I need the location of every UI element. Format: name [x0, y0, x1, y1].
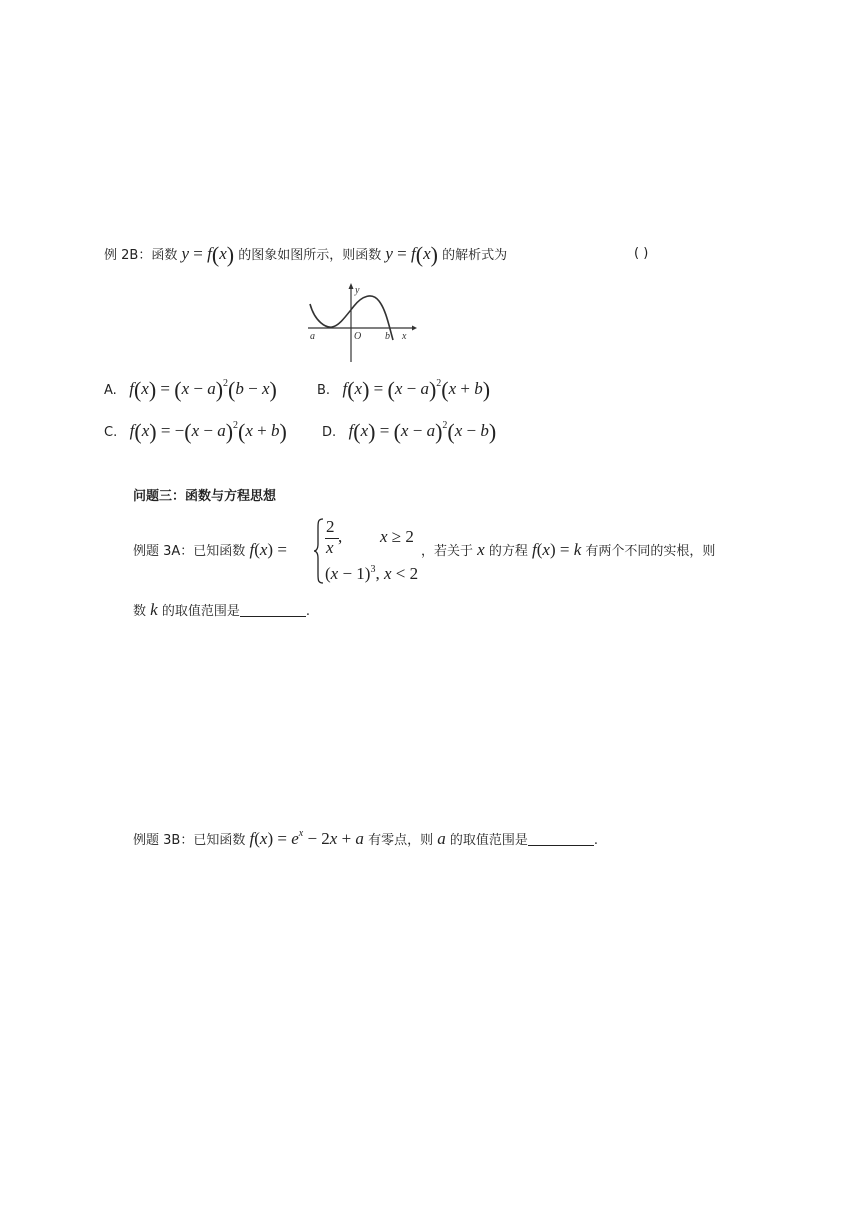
option-b[interactable]: [317, 378, 490, 401]
ex2b-line: 例 2B：函数 y = f(x) 的图象如图所示，则函数 y = f(x) 的解析式为: [104, 242, 508, 267]
ex3b-line: 例题 3B：已知函数 $f(x) = e^x - 2x + a$ 有零点，则 a 的取值范围是 .: [133, 828, 599, 848]
y-axis-arrow: [349, 283, 354, 289]
option-d-label: D.: [322, 425, 337, 440]
option-d[interactable]: [322, 420, 496, 443]
answer-parentheses: ( ): [634, 246, 649, 261]
ex3a-end: .: [305, 604, 310, 619]
x-axis-label: x: [402, 331, 407, 342]
ex3a-line1-start: 例题 3A：已知函数 f(x) =: [133, 540, 287, 559]
a-label: a: [310, 331, 315, 342]
ex3a-text-4: 有两个不同的实根，则: [585, 544, 716, 559]
option-b-formula: $f(x) = (x - a)^2(x + b)$: [342, 377, 491, 402]
ex3a-label: 例题 3A：: [133, 544, 194, 559]
ex2b-text-3: 的解析式为: [442, 248, 508, 263]
ex2b-text-2: 的图象如图所示，则函数: [238, 248, 382, 263]
ex3a-line2: 数 k 的取值范围是 .: [133, 600, 310, 619]
ex3b-answer-blank[interactable]: [528, 844, 594, 846]
ex2b-formula-1: y: [181, 244, 190, 263]
ex3a-line1-end: ，若关于 x 的方程 f(x) = k 有两个不同的实根，则: [421, 540, 716, 559]
option-a-label: A.: [104, 383, 117, 398]
function-graph: [306, 282, 418, 364]
b-label: b: [385, 331, 390, 342]
piecewise-definition: 2 x , x ≥ 2 $(x - 1)^3$, x < 2: [313, 518, 417, 584]
ex3a-text-1: 已知函数: [193, 544, 246, 559]
y-axis-label: y: [355, 285, 360, 296]
section-title: 问题三：函数与方程思想: [133, 489, 277, 504]
option-c-label: C.: [104, 425, 118, 440]
option-b-label: B.: [317, 383, 331, 398]
ex2b-text-1: 函数: [151, 248, 178, 263]
ex2b-label: 例 2B：: [104, 248, 152, 263]
option-c[interactable]: [104, 420, 287, 443]
ex3a-text-3: 的方程: [488, 544, 528, 559]
ex3b-text-1: 已知函数: [193, 833, 246, 848]
ex2b-formula-2: y: [385, 244, 393, 263]
ex3b-end: .: [593, 833, 599, 848]
ex3b-label: 例题 3B：: [133, 833, 194, 848]
option-c-formula: $f(x) = -(x - a)^2(x + b)$: [129, 419, 287, 444]
ex3b-text-2: 有零点，则: [368, 833, 434, 848]
option-a[interactable]: [104, 378, 277, 401]
ex3b-text-3: 的取值范围是: [449, 833, 528, 848]
option-a-formula: $f(x) = (x - a)^2(b - x)$: [129, 377, 277, 402]
ex3a-line2a: 数: [133, 604, 147, 619]
ex3a-line2b: 的取值范围是: [161, 604, 240, 619]
ex3a-text-2: ，若关于: [421, 544, 474, 559]
ex3a-answer-blank[interactable]: [240, 615, 306, 617]
x-axis-arrow: [412, 326, 417, 331]
origin-label: O: [354, 331, 362, 342]
option-d-formula: $f(x) = (x - a)^2(x - b)$: [348, 419, 497, 444]
